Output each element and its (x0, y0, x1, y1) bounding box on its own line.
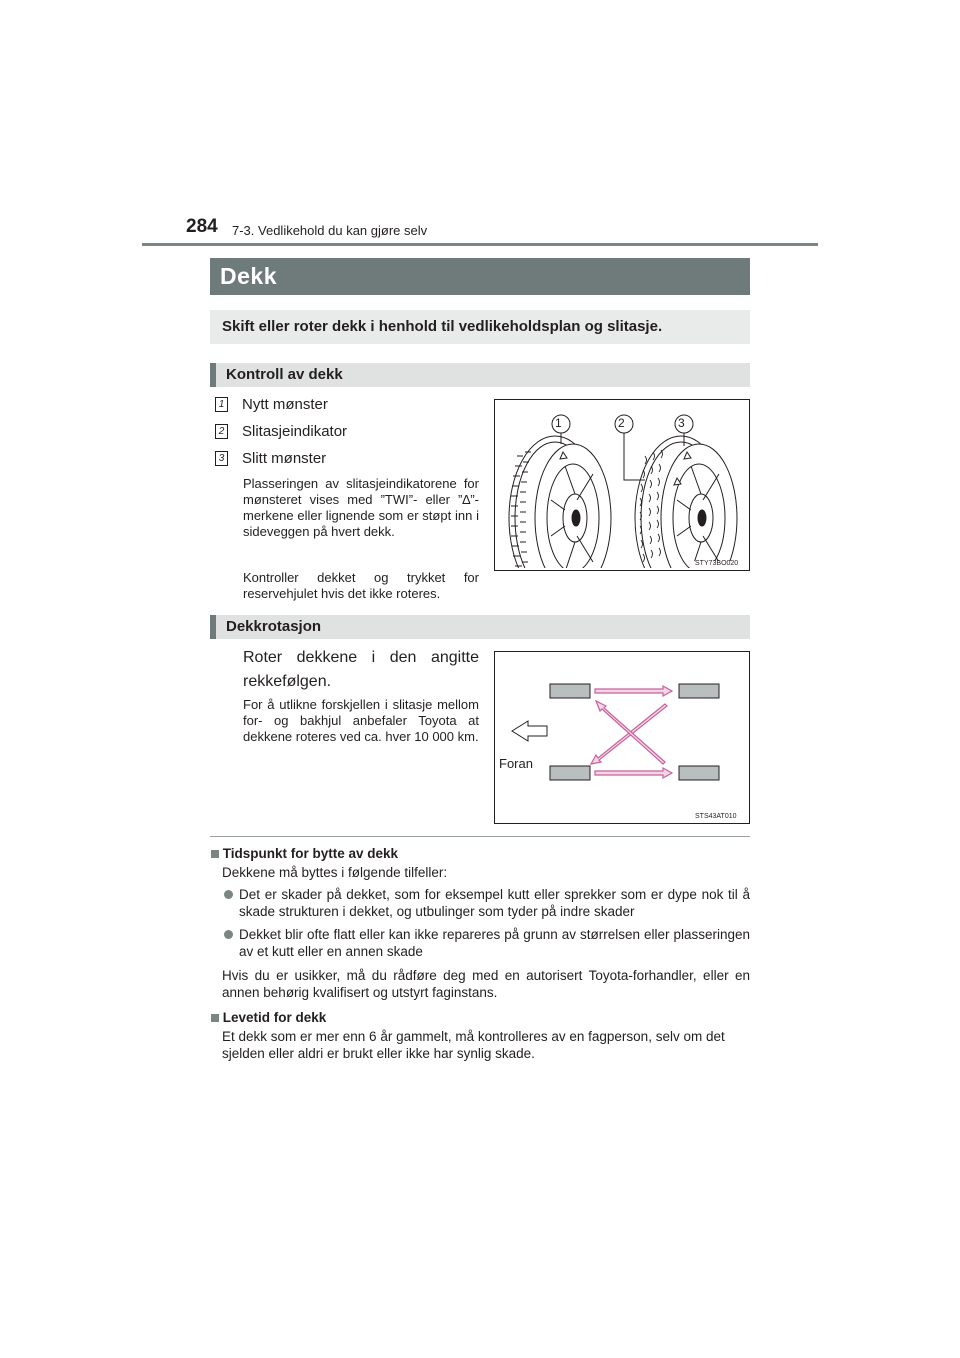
front-label: Foran (499, 756, 533, 771)
note-heading: Tidspunkt for bytte av dekk (222, 846, 399, 861)
section-title: 7-3. Vedlikehold du kan gjøre selv (232, 223, 428, 238)
page-title: Dekk (220, 263, 277, 289)
callout-number: 3 (215, 451, 228, 466)
tire-check-paragraph: Plasseringen av slitasjeindikatorene for mønsteret vises med ”TWI”- eller ”∆”-merkene eller lignende som er støpt inn i sideveggen på hvert dekk. (243, 476, 479, 539)
note-life-text: Et dekk som er mer enn 6 år gammelt, må kontrolleres av en fagperson, selv om det sjelden eller aldri er brukt eller ikke har synlig skade. (222, 1029, 725, 1061)
rotation-paragraph: For å utlikne forskjellen i slitasje mellom for- og bakhjul anbefaler Toyota at dekkene roteres ved ca. hver 10 000 km. (243, 697, 479, 744)
callout-label: 2 (618, 416, 625, 430)
bullet-text: Det er skader på dekket, som for eksempel kutt eller sprekker som er dype nok til å skade strukturen i dekket, og utbulinger som tyder på indre skader (239, 887, 750, 919)
subheading-tire-check (210, 363, 750, 387)
square-bullet-icon (211, 850, 219, 858)
list-item (215, 396, 328, 413)
list-item-label: Nytt mønster (242, 396, 328, 413)
tire-rear-left (679, 684, 719, 698)
list-item-label: Slitt mønster (242, 450, 327, 467)
bullet-text: Dekket blir ofte flatt eller kan ikke repareres på grunn av størrelsen eller plasseringen av et kutt eller en annen skade (239, 927, 750, 959)
list-item (215, 450, 326, 467)
rotation-diagram (495, 652, 749, 823)
bullet-dot-icon (224, 930, 233, 939)
square-bullet-icon (211, 1014, 219, 1022)
rotation-instruction: Roter dekkene i den angitte rekkefølgen. (243, 649, 479, 690)
page-number: 284 (186, 216, 218, 237)
divider (210, 836, 750, 837)
summary-box (210, 310, 750, 344)
bullet-item (222, 926, 750, 960)
header-rule (142, 243, 818, 246)
list-item-label: Slitasjeindikator (242, 423, 348, 440)
note-replacement-heading (211, 845, 751, 862)
list-item (215, 423, 347, 440)
tire-rear-right (679, 766, 719, 780)
callout-label: 3 (678, 416, 685, 430)
callout-number: 2 (215, 424, 228, 439)
subheading-rotation (210, 615, 750, 639)
subheading-rotation-label: Dekkrotasjon (226, 618, 322, 635)
title-bar (210, 258, 750, 295)
note-intro: Dekkene må byttes i følgende tilfeller: (222, 865, 448, 880)
callout-number: 1 (215, 397, 228, 412)
note-outro: Hvis du er usikker, må du rådføre deg med en autorisert Toyota-forhandler, eller en annen behørig kvalifisert og utstyrt faginstans. (222, 968, 750, 1000)
tire-check-spare-paragraph: Kontroller dekket og trykket for reservehjulet hvis det ikke roteres. (243, 570, 479, 601)
bullet-dot-icon (224, 890, 233, 899)
summary-text: Skift eller roter dekk i henhold til vedlikeholdsplan og slitasje. (222, 318, 663, 335)
bullet-item (222, 886, 750, 920)
tire-rotation-figure (494, 651, 750, 824)
tire-tread-figure (494, 399, 750, 571)
tire-front-right (550, 766, 590, 780)
figure-code: STS43AT010 (695, 813, 737, 820)
callout-label: 1 (555, 416, 562, 430)
note-heading: Levetid for dekk (222, 1010, 327, 1025)
tire-front-left (550, 684, 590, 698)
subheading-tire-check-label: Kontroll av dekk (226, 366, 343, 383)
figure-code: STY73BO020 (695, 560, 739, 567)
note-life-heading (211, 1009, 751, 1026)
front-direction-arrow (512, 721, 547, 741)
